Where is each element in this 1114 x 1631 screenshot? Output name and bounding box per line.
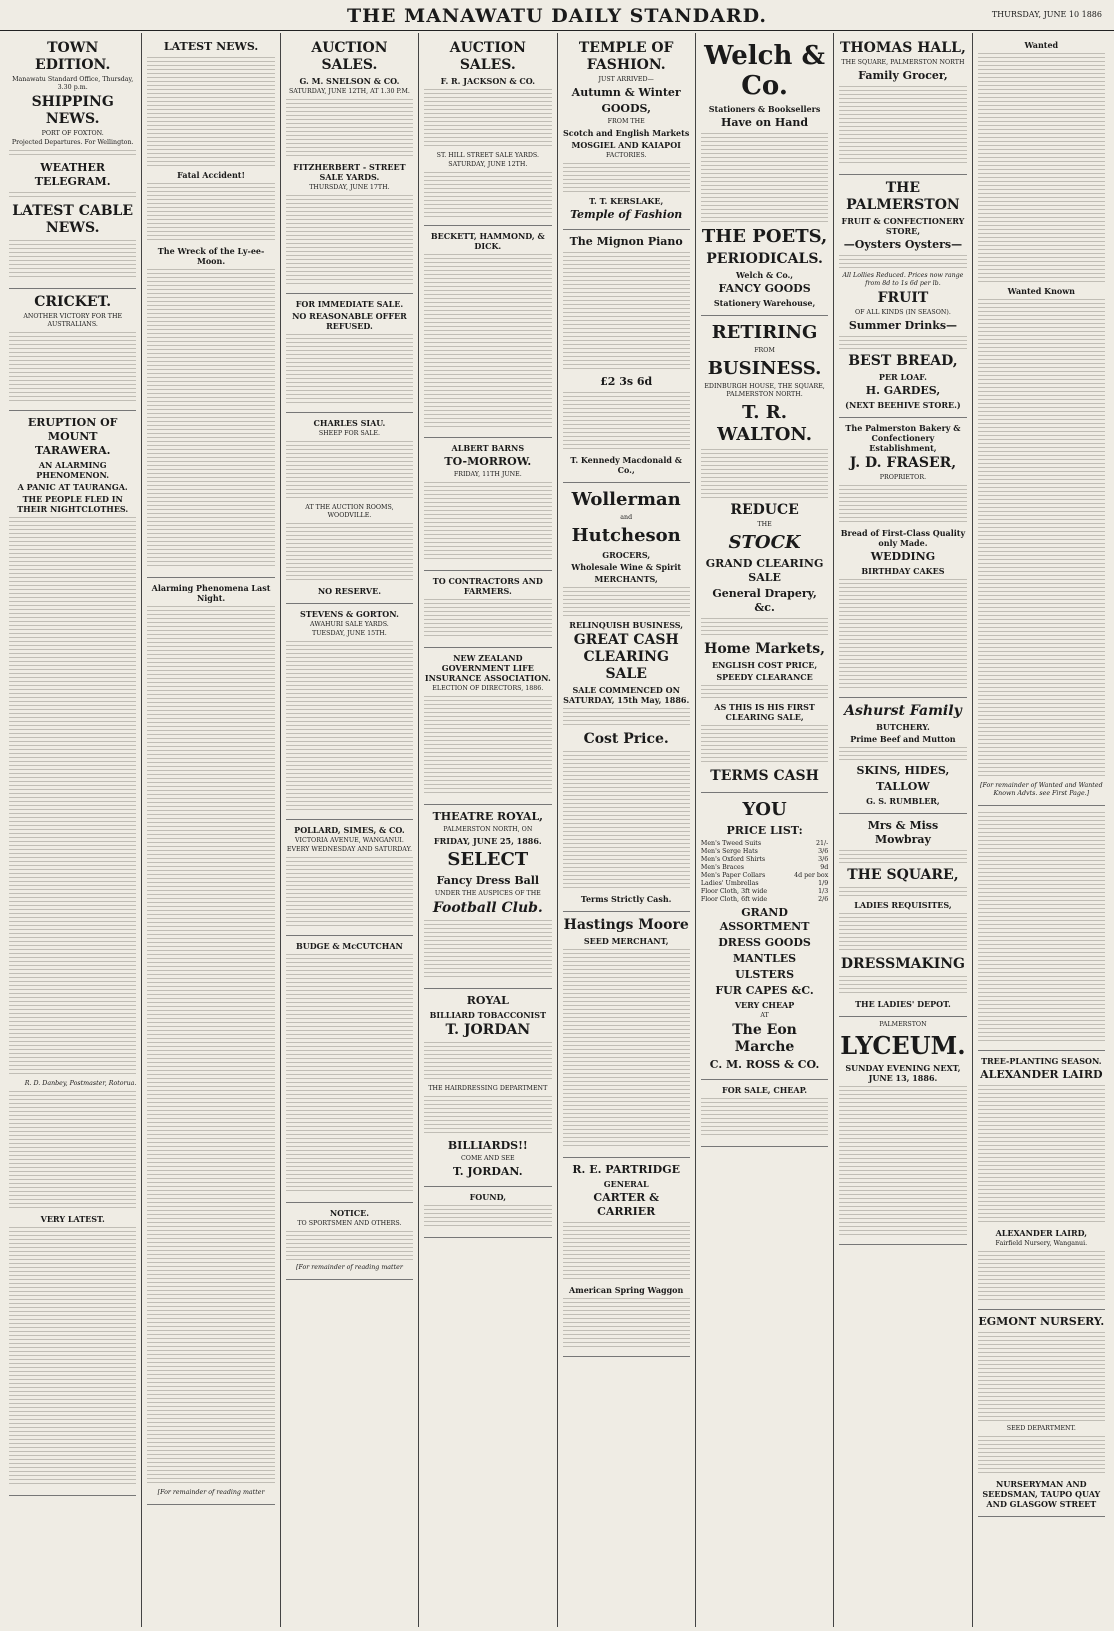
english-cost-price: ENGLISH COST PRICE,	[711, 660, 818, 670]
ulsters: ULSTERS	[735, 968, 795, 981]
price-item: Ladies' Umbrellas	[700, 880, 759, 887]
dressmaking-heading: DRESSMAKING	[840, 956, 966, 972]
temple-signoff: Temple of Fashion	[570, 208, 683, 221]
from-word: FROM	[754, 347, 775, 354]
sportsmen-heading: TO SPORTSMEN AND OTHERS.	[297, 1220, 402, 1227]
hairdressing-heading: THE HAIRDRESSING DEPARTMENT	[428, 1085, 548, 1092]
dress-goods: DRESS GOODS	[718, 936, 811, 949]
barns-heading: ALBERT BARNS	[451, 443, 525, 453]
sale-yards: ST. HILL STREET SALE YARDS.	[436, 152, 539, 159]
cost-price-heading: Cost Price.	[583, 731, 669, 747]
text-block	[563, 949, 690, 1149]
price-list	[701, 840, 828, 904]
notice-heading: NOTICE.	[329, 1208, 370, 1218]
text-block	[839, 86, 966, 166]
port-heading: PORT OF FOXTON.	[41, 130, 104, 137]
jackson-heading: F. R. JACKSON & CO.	[440, 76, 536, 86]
column-8	[973, 33, 1110, 1627]
general-heading: GENERAL	[603, 1179, 649, 1189]
text-block	[9, 1091, 136, 1211]
text-block	[147, 269, 274, 569]
phenomena-heading: Alarming Phenomena Last Night.	[151, 583, 271, 603]
home-markets: Home Markets,	[704, 641, 826, 657]
square-heading: THE SQUARE,	[847, 867, 959, 883]
price-list-row	[701, 896, 828, 904]
come-and-see: COME AND SEE	[460, 1155, 515, 1162]
text-block	[978, 1332, 1105, 1422]
eruption-heading: ERUPTION OF MOUNT TARAWERA.	[27, 416, 118, 457]
welch-heading: Welch & Co.	[704, 41, 825, 101]
welch-name: Welch & Co.,	[736, 270, 794, 280]
price-list-row	[701, 880, 828, 888]
gardes-name: H. GARDES,	[865, 384, 941, 397]
text-block	[286, 954, 413, 1194]
sale-date: THURSDAY, JUNE 17TH.	[309, 184, 390, 191]
skins-hides: SKINS, HIDES,	[856, 764, 950, 777]
text-block	[839, 1086, 966, 1236]
text-block	[563, 587, 690, 617]
weather-heading: WEATHER TELEGRAM.	[34, 161, 111, 188]
price-value: 21/-	[815, 840, 829, 847]
hall-address: THE SQUARE, PALMERSTON NORTH	[841, 59, 965, 66]
very-latest-heading: VERY LATEST.	[40, 1214, 105, 1224]
price-value: 1/3	[818, 888, 829, 895]
town-edition-sub: Manawatu Standard Office, Thursday, 3.30 p.m.	[12, 76, 134, 91]
piano-price: £2 3s 6d	[600, 375, 653, 388]
fitzherbert-heading: FITZHERBERT - STREET SALE YARDS.	[293, 162, 406, 182]
palmerston-heading: THE PALMERSTON	[846, 180, 960, 213]
text-block	[286, 523, 413, 583]
text-block	[286, 441, 413, 501]
eon-marche: The Eon Marche	[732, 1022, 797, 1055]
cable-news-heading: LATEST CABLE NEWS.	[12, 203, 134, 236]
sheep-for-sale: SHEEP FOR SALE.	[318, 430, 381, 437]
tomorrow-heading: TO-MORROW.	[444, 455, 532, 468]
ball-date: FRIDAY, JUNE 25, 1886.	[433, 836, 542, 846]
fur-capes: FUR CAPES &C.	[715, 984, 814, 997]
no-reserve: NO RESERVE.	[317, 586, 381, 596]
text-block	[839, 579, 966, 689]
family-grocer: Family Grocer,	[858, 69, 948, 82]
wollerman-heading: Wollerman	[571, 489, 681, 510]
text-block	[286, 195, 413, 285]
merchants-heading: MERCHANTS,	[594, 574, 658, 584]
column-1	[4, 33, 142, 1627]
text-block	[424, 482, 551, 562]
text-block	[147, 183, 274, 243]
text-block	[563, 392, 690, 452]
egmont-heading: EGMONT NURSERY.	[978, 1315, 1105, 1328]
budge-heading: BUDGE & McCUTCHAN	[296, 941, 403, 951]
from-the: FROM THE	[607, 118, 645, 125]
have-on-hand: Have on Hand	[721, 116, 809, 129]
column-2	[142, 33, 280, 1627]
fruit-season: OF ALL KINDS (IN SEASON).	[855, 309, 951, 316]
price-value: 9d	[820, 864, 829, 871]
and-word: and	[620, 514, 633, 521]
insurance-heading: NEW ZEALAND GOVERNMENT LIFE INSURANCE ASSOCIATION.	[424, 653, 551, 683]
mosgiel-kaiapoi: MOSGIEL AND KAIAPOI	[571, 140, 681, 150]
contractors-heading: TO CONTRACTORS AND FARMERS.	[432, 576, 543, 596]
per-loaf: PER LOAF.	[878, 372, 927, 382]
wanted-remainder-note: [For remainder of Wanted and Wanted Known Advts. see First Page.]	[980, 782, 1103, 797]
sale-date: FRIDAY, 11TH JUNE.	[453, 471, 522, 478]
sale-days: EVERY WEDNESDAY AND SATURDAY.	[286, 846, 412, 853]
stationery-warehouse: Stationery Warehouse,	[713, 298, 816, 308]
speedy-clearance: SPEEDY CLEARANCE	[716, 672, 813, 682]
text-block	[701, 618, 828, 638]
fruit-heading: FRUIT	[877, 290, 929, 306]
price-item: Men's Paper Collars	[700, 872, 766, 879]
election-heading: ELECTION OF DIRECTORS, 1886.	[432, 685, 544, 692]
royal-heading: ROYAL	[466, 994, 509, 1007]
spring-waggon: American Spring Waggon	[569, 1285, 684, 1295]
mowbray-heading: Mrs & Miss Mowbray	[867, 819, 939, 846]
snelson-heading: G. M. SNELSON & CO.	[299, 76, 400, 86]
column-3	[281, 33, 419, 1627]
butchery-heading: BUTCHERY.	[876, 722, 930, 732]
auction-sales-heading: AUCTION SALES.	[449, 40, 526, 73]
lollies-note: All Lollies Reduced. Prices now range from 8d to 1s 6d per lb.	[842, 272, 964, 287]
wanted-known-heading: Wanted Known	[1007, 286, 1075, 296]
text-block	[9, 517, 136, 1077]
text-block	[147, 57, 274, 167]
newspaper-title: THE MANAWATU DAILY STANDARD.	[346, 5, 768, 27]
oysters-heading: —Oysters Oysters—	[843, 238, 963, 251]
palmerston-label: PALMERSTON	[879, 1021, 927, 1028]
text-block	[563, 252, 690, 372]
first-class-bread: Bread of First-Class Quality only Made.	[840, 528, 966, 548]
column-4	[419, 33, 557, 1627]
text-block	[978, 53, 1105, 283]
projected-departures: Projected Departures. For Wellington.	[11, 139, 134, 146]
grocers-heading: GROCERS,	[602, 550, 651, 560]
at-word: AT	[760, 1012, 769, 1019]
jordan-signoff: T. JORDAN.	[453, 1165, 523, 1178]
ladies-requisites: LADIES REQUISITES,	[854, 900, 952, 910]
latest-news-heading: LATEST NEWS.	[163, 40, 259, 53]
wreck-heading: The Wreck of the Ly-ee-Moon.	[157, 246, 265, 266]
laird-signoff: ALEXANDER LAIRD,	[995, 1228, 1088, 1238]
relinquish-heading: RELINQUISH BUSINESS,	[569, 620, 684, 630]
stock-heading: STOCK	[728, 532, 801, 553]
column-6	[696, 33, 834, 1627]
page-columns	[4, 33, 1110, 1627]
theatre-location: PALMERSTON NORTH, ON	[443, 826, 533, 833]
column-7	[834, 33, 972, 1627]
theatre-heading: THEATRE ROYAL,	[432, 810, 544, 823]
lyceum-date: SUNDAY EVENING NEXT, JUNE 13, 1886.	[845, 1063, 961, 1083]
text-block	[978, 1085, 1105, 1225]
the-word: THE	[757, 521, 772, 528]
rumbler-name: G. S. RUMBLER,	[866, 796, 940, 806]
price-list-row	[701, 872, 828, 880]
carter-heading: CARTER & CARRIER	[593, 1191, 660, 1218]
wanted-heading: Wanted	[1024, 40, 1059, 50]
tree-planting-heading: TREE-PLANTING SEASON.	[981, 1056, 1102, 1066]
nurseryman-heading: NURSERYMAN AND SEEDSMAN, TAUPO QUAY AND GLASGOW STREET	[982, 1479, 1101, 1509]
victoria-avenue: VICTORIA AVENUE, WANGANUI.	[294, 837, 404, 844]
poets-heading: THE POETS,	[701, 226, 828, 247]
fancy-dress-heading: Fancy Dress Ball	[436, 874, 540, 887]
mantles: MANTLES	[733, 952, 797, 965]
text-block	[563, 163, 690, 193]
retiring-heading: RETIRING	[711, 322, 818, 343]
just-arrived: JUST ARRIVED—	[598, 76, 654, 83]
phenomenon-subheading: AN ALARMING PHENOMENON.	[36, 460, 110, 480]
text-block	[286, 99, 413, 159]
text-block	[424, 172, 551, 217]
immediate-sale-heading: FOR IMMEDIATE SALE.	[295, 299, 404, 309]
hutcheson-heading: Hutcheson	[571, 525, 681, 546]
select-heading: SELECT	[447, 849, 529, 870]
price-item: Men's Serge Hats	[700, 848, 758, 855]
fled-subheading: THE PEOPLE FLED IN THEIR NIGHTCLOTHES.	[17, 494, 129, 514]
text-block	[424, 254, 551, 429]
text-block	[424, 696, 551, 796]
price-list-row	[701, 840, 828, 848]
text-block	[839, 913, 966, 953]
edinburgh-house: EDINBURGH HOUSE, THE SQUARE, PALMERSTON NORTH.	[704, 383, 825, 398]
auspices-line: UNDER THE AUSPICES OF THE	[434, 890, 541, 897]
hall-heading: THOMAS HALL,	[840, 40, 966, 56]
text-block	[424, 1042, 551, 1082]
football-club-heading: Football Club.	[432, 900, 543, 916]
auction-rooms: AT THE AUCTION ROOMS, WOODVILLE.	[305, 504, 394, 519]
town-edition-heading: TOWN EDITION.	[35, 40, 111, 73]
bakery-heading: The Palmerston Bakery & Confectionery Establishment,	[845, 423, 961, 453]
lyceum-heading: LYCEUM.	[840, 1031, 966, 1060]
sale-date: SATURDAY, JUNE 12TH.	[448, 161, 528, 168]
text-block	[286, 1231, 413, 1261]
fraser-heading: J. D. FRASER,	[849, 455, 957, 471]
tallow: TALLOW	[876, 780, 930, 793]
cricket-heading: CRICKET.	[34, 294, 112, 310]
text-block	[9, 1227, 136, 1487]
ladies-depot: THE LADIES' DEPOT.	[855, 999, 951, 1009]
text-block	[563, 1222, 690, 1282]
hastings-moore-heading: Hastings Moore	[563, 917, 689, 933]
text-block	[9, 332, 136, 402]
grand-assortment: GRAND ASSORTMENT	[719, 906, 810, 933]
text-block	[978, 1436, 1105, 1476]
text-block	[701, 133, 828, 223]
found-heading: FOUND,	[469, 1192, 506, 1202]
text-block	[978, 299, 1105, 779]
prime-beef: Prime Beef and Mutton	[850, 734, 956, 744]
cricket-subheading: ANOTHER VICTORY FOR THE AUSTRALIANS.	[23, 313, 123, 328]
wedding-heading: WEDDING	[870, 550, 936, 563]
temple-heading: TEMPLE OF FASHION.	[578, 40, 674, 73]
seed-dept-heading: SEED DEPARTMENT.	[1006, 1425, 1076, 1432]
price-value: 1/9	[818, 880, 829, 887]
text-block	[839, 336, 966, 350]
general-drapery: General Drapery, &c.	[712, 587, 817, 614]
business-heading: BUSINESS.	[707, 358, 822, 379]
ashurst-heading: Ashurst Family	[844, 703, 962, 719]
beehive-note: (NEXT BEEHIVE STORE.)	[845, 400, 961, 410]
text-block	[839, 747, 966, 761]
text-block	[563, 1298, 690, 1348]
fruit-store: FRUIT & CONFECTIONERY STORE,	[841, 216, 965, 236]
fatal-accident-heading: Fatal Accident!	[177, 170, 245, 180]
no-offer-refused: NO REASONABLE OFFER REFUSED.	[292, 311, 407, 331]
text-block	[286, 334, 413, 404]
column-5	[558, 33, 696, 1627]
price-item: Men's Braces	[700, 864, 744, 871]
continued-note: [For remainder of reading matter	[157, 1489, 265, 1496]
text-block	[147, 606, 274, 1486]
grand-clearing-sale: GRAND CLEARING SALE	[705, 557, 824, 584]
walton-heading: T. R. WALTON.	[717, 402, 812, 445]
fairfield-nursery: Fairfield Nursery, Wanganui.	[995, 1240, 1088, 1247]
price-item: Floor Cloth, 3ft wide	[700, 888, 768, 895]
text-block	[701, 449, 828, 499]
kerslake-name: T. T. KERSLAKE,	[589, 196, 664, 206]
price-value: 3/6	[818, 856, 829, 863]
price-list-row	[701, 864, 828, 872]
price-value: 4d per box	[794, 872, 829, 879]
proprietor-label: PROPRIETOR.	[879, 474, 927, 481]
laird-heading: ALEXANDER LAIRD	[980, 1068, 1103, 1081]
text-block	[701, 685, 828, 699]
price-item: Floor Cloth, 6ft wide	[700, 896, 768, 903]
scotch-markets: Scotch and English Markets	[563, 128, 690, 138]
price-list-row	[701, 888, 828, 896]
sale-date: TUESDAY, JUNE 15TH.	[312, 630, 387, 637]
first-clearing-sale: AS THIS IS HIS FIRST CLEARING SALE,	[714, 702, 815, 722]
stevens-gorton-heading: STEVENS & GORTON.	[300, 609, 399, 619]
terms-cash: TERMS CASH	[710, 768, 819, 784]
text-block	[839, 976, 966, 996]
jordan-heading: T. JORDAN	[445, 1022, 531, 1038]
pollard-heading: POLLARD, SIMES, & CO.	[294, 825, 405, 835]
text-block	[286, 857, 413, 927]
periodicals-heading: PERIODICALS.	[706, 251, 823, 267]
fancy-goods: FANCY GOODS	[718, 282, 811, 295]
agents-name: T. Kennedy Macdonald & Co.,	[570, 455, 682, 475]
siau-heading: CHARLES SIAU.	[313, 418, 386, 428]
text-block	[424, 1205, 551, 1229]
panic-subheading: A PANIC AT TAURANGA.	[17, 482, 128, 492]
text-block	[286, 641, 413, 811]
text-block	[839, 255, 966, 269]
masthead	[0, 0, 1114, 31]
billiard-heading: BILLIARD TOBACCONIST	[429, 1010, 547, 1020]
billiards-heading: BILLIARDS!!	[447, 1139, 528, 1152]
for-sale-cheap: FOR SALE, CHEAP.	[722, 1085, 808, 1095]
awahuri-yards: AWAHURI SALE YARDS.	[310, 621, 389, 628]
text-block	[424, 1096, 551, 1136]
seed-merchant: SEED MERCHANT,	[583, 936, 669, 946]
sale-commenced: SALE COMMENCED ON SATURDAY, 15th May, 1886.	[563, 685, 690, 705]
issue-date: THURSDAY, JUNE 10 1886	[991, 10, 1102, 19]
ross-name: C. M. ROSS & CO.	[709, 1058, 820, 1071]
you-heading: YOU	[742, 799, 787, 820]
price-list-row	[701, 856, 828, 864]
text-block	[701, 725, 828, 765]
text-block	[839, 485, 966, 525]
partridge-heading: R. E. PARTRIDGE	[572, 1163, 680, 1176]
postmaster-signature: R. D. Danbey, Postmaster, Rotorua.	[24, 1080, 137, 1087]
price-list-heading: PRICE LIST:	[726, 824, 803, 837]
birthday-cakes: BIRTHDAY CAKES	[861, 566, 945, 576]
text-block	[9, 240, 136, 280]
text-block	[424, 920, 551, 980]
goods-heading: GOODS,	[601, 102, 651, 115]
text-block	[9, 192, 136, 200]
text-block	[563, 751, 690, 891]
text-block	[424, 89, 551, 149]
text-block	[701, 1098, 828, 1138]
text-block	[424, 599, 551, 639]
text-block	[9, 150, 136, 158]
stationers-heading: Stationers & Booksellers	[708, 104, 821, 114]
text-block	[978, 812, 1105, 1042]
text-block	[563, 708, 690, 728]
text-block	[839, 850, 966, 864]
auction-sales-heading: AUCTION SALES.	[311, 40, 388, 73]
terms-strictly-cash: Terms Strictly Cash.	[580, 894, 672, 904]
price-item: Men's Tweed Suits	[700, 840, 762, 847]
reduce-heading: REDUCE	[730, 502, 799, 518]
summer-drinks: Summer Drinks—	[848, 319, 958, 332]
beckett-heading: BECKETT, HAMMOND, & DICK.	[430, 231, 545, 251]
autumn-winter: Autumn & Winter	[571, 86, 681, 99]
clearing-sale-heading: GREAT CASH CLEARING SALE	[573, 632, 679, 682]
price-item: Men's Oxford Shirts	[700, 856, 766, 863]
price-value: 3/6	[818, 848, 829, 855]
price-value: 2/6	[818, 896, 829, 903]
best-bread: BEST BREAD,	[848, 353, 958, 369]
factories: FACTORIES.	[605, 152, 647, 159]
very-cheap: VERY CHEAP	[734, 1000, 795, 1010]
mignon-heading: The Mignon Piano	[569, 235, 683, 248]
sale-date: SATURDAY, JUNE 12TH, AT 1.30 P.M.	[288, 88, 410, 95]
price-list-row	[701, 848, 828, 856]
text-block	[978, 1251, 1105, 1301]
continued-note: [For remainder of reading matter	[296, 1264, 403, 1271]
shipping-heading: SHIPPING NEWS.	[31, 94, 114, 127]
text-block	[839, 887, 966, 897]
wine-spirit-heading: Wholesale Wine & Spirit	[571, 562, 682, 572]
